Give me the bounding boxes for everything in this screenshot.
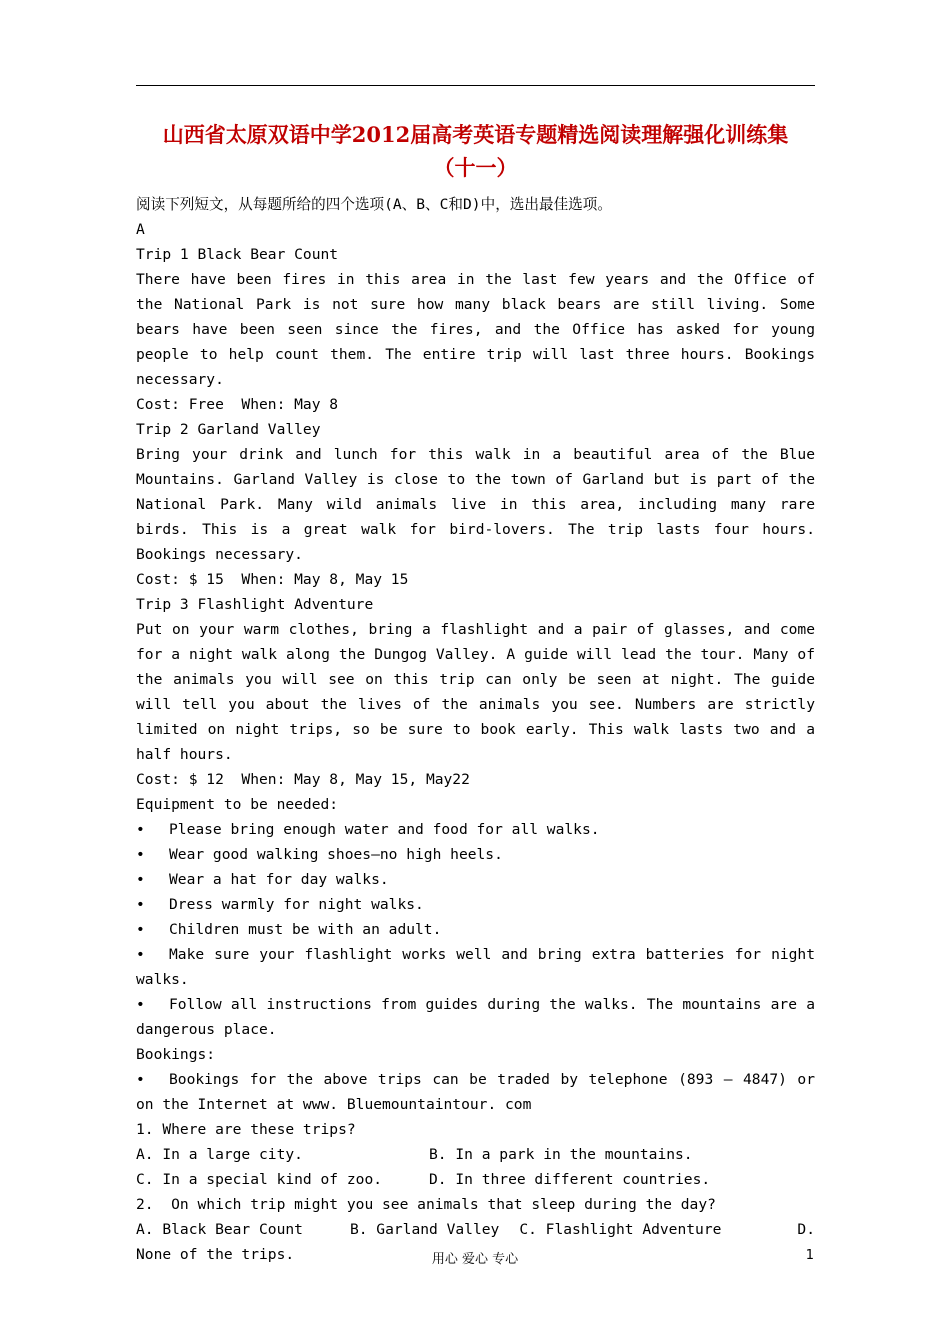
bullet-icon: • bbox=[136, 821, 145, 838]
bullet-icon: • bbox=[136, 946, 145, 963]
title-line-2: （十一） bbox=[433, 155, 518, 180]
question-2-option-b: B. Garland Valley bbox=[349, 1221, 500, 1238]
trip-1-heading: Trip 1 Black Bear Count bbox=[136, 246, 339, 263]
equipment-item bbox=[136, 917, 815, 942]
trip-3-heading: Trip 3 Flashlight Adventure bbox=[136, 596, 374, 613]
page-number: 1 bbox=[805, 1248, 814, 1263]
bullet-icon: • bbox=[136, 996, 145, 1013]
equipment-item-text: Follow all instructions from guides during the walks. The mountains are a dangerous place. bbox=[136, 996, 815, 1038]
question-1-options-row-2 bbox=[136, 1167, 815, 1192]
header-rule bbox=[136, 85, 815, 86]
equipment-item bbox=[136, 842, 815, 867]
equipment-heading: Equipment to be needed: bbox=[136, 796, 339, 813]
document-body bbox=[136, 192, 815, 1267]
trip-3-cost: Cost: $ 12 When: May 8, May 15, May22 bbox=[136, 771, 470, 788]
question-1-option-d: D. In three different countries. bbox=[429, 1171, 711, 1188]
section-label: A bbox=[136, 221, 145, 238]
bullet-icon: • bbox=[136, 871, 145, 888]
trip-2-heading: Trip 2 Garland Valley bbox=[136, 421, 321, 438]
equipment-item-text: Dress warmly for night walks. bbox=[169, 896, 424, 913]
question-2-option-d-text: None of the trips. bbox=[136, 1246, 295, 1263]
title-line-1: 山西省太原双语中学2012届高考英语专题精选阅读理解强化训练集 bbox=[162, 122, 789, 147]
question-1-stem: 1. Where are these trips? bbox=[136, 1121, 356, 1138]
equipment-item-text: Wear a hat for day walks. bbox=[169, 871, 389, 888]
question-1-option-c: C. In a special kind of zoo. bbox=[136, 1171, 383, 1188]
equipment-item-text: Make sure your flashlight works well and bring extra batteries for night walks. bbox=[136, 946, 815, 988]
trip-2-cost: Cost: $ 15 When: May 8, May 15 bbox=[136, 571, 409, 588]
document-title bbox=[136, 118, 815, 184]
equipment-item bbox=[136, 992, 815, 1042]
bookings-text: Bookings for the above trips can be traded by telephone (893 — 4847) or on the Internet at www. Bluemountaintour. com bbox=[136, 1071, 815, 1113]
equipment-item-text: Wear good walking shoes—no high heels. bbox=[169, 846, 503, 863]
equipment-item-text: Children must be with an adult. bbox=[169, 921, 442, 938]
trip-1-cost: Cost: Free When: May 8 bbox=[136, 396, 339, 413]
bullet-icon: • bbox=[136, 846, 145, 863]
instruction-text: 阅读下列短文，从每题所给的四个选项(A、B、C和D)中，选出最佳选项。 bbox=[136, 196, 612, 213]
bookings-heading: Bookings: bbox=[136, 1046, 216, 1063]
bullet-icon: • bbox=[136, 896, 145, 913]
question-2-option-c: C. Flashlight Adventure bbox=[519, 1221, 722, 1238]
equipment-item bbox=[136, 892, 815, 917]
equipment-item bbox=[136, 817, 815, 842]
question-2-option-d-label: D. bbox=[797, 1221, 815, 1238]
question-1-options-row-1 bbox=[136, 1142, 815, 1167]
question-2-stem: 2. On which trip might you see animals that sleep during the day? bbox=[136, 1196, 716, 1213]
trip-2-description: Bring your drink and lunch for this walk in a beautiful area of the Blue Mountains. Garland Valley is close to the town of Garland but is part of the National Park. Many wild animals live in this area, including many rare birds. This is a great walk for bird-lovers. The trip lasts four hours. Bookings necessary. bbox=[136, 446, 815, 563]
bookings-item bbox=[136, 1067, 815, 1117]
question-2-options-row bbox=[136, 1217, 815, 1242]
equipment-item-text: Please bring enough water and food for all walks. bbox=[169, 821, 600, 838]
trip-1-description: There have been fires in this area in the last few years and the Office of the National Park is not sure how many black bears are still living. Some bears have been seen since the fires, and the Office has asked for young people to help count them. The entire trip will last three hours. Bookings necessary. bbox=[136, 271, 815, 388]
question-2-option-a: A. Black Bear Count bbox=[136, 1221, 303, 1238]
trip-3-description: Put on your warm clothes, bring a flashlight and a pair of glasses, and come for a night walk along the Dungog Valley. A guide will lead the tour. Many of the animals you will see on this trip can only be seen at night. The guide will tell you about the lives of the animals you see. Numbers are strictly limited on night trips, so be sure to book early. This walk lasts two and a half hours. bbox=[136, 621, 815, 763]
question-1-option-a: A. In a large city. bbox=[136, 1146, 303, 1163]
bullet-icon: • bbox=[136, 921, 145, 938]
equipment-item bbox=[136, 942, 815, 992]
bullet-icon: • bbox=[136, 1071, 145, 1088]
equipment-item bbox=[136, 867, 815, 892]
footer-slogan: 用心 爱心 专心 bbox=[431, 1252, 519, 1267]
question-1-option-b: B. In a park in the mountains. bbox=[429, 1146, 693, 1163]
